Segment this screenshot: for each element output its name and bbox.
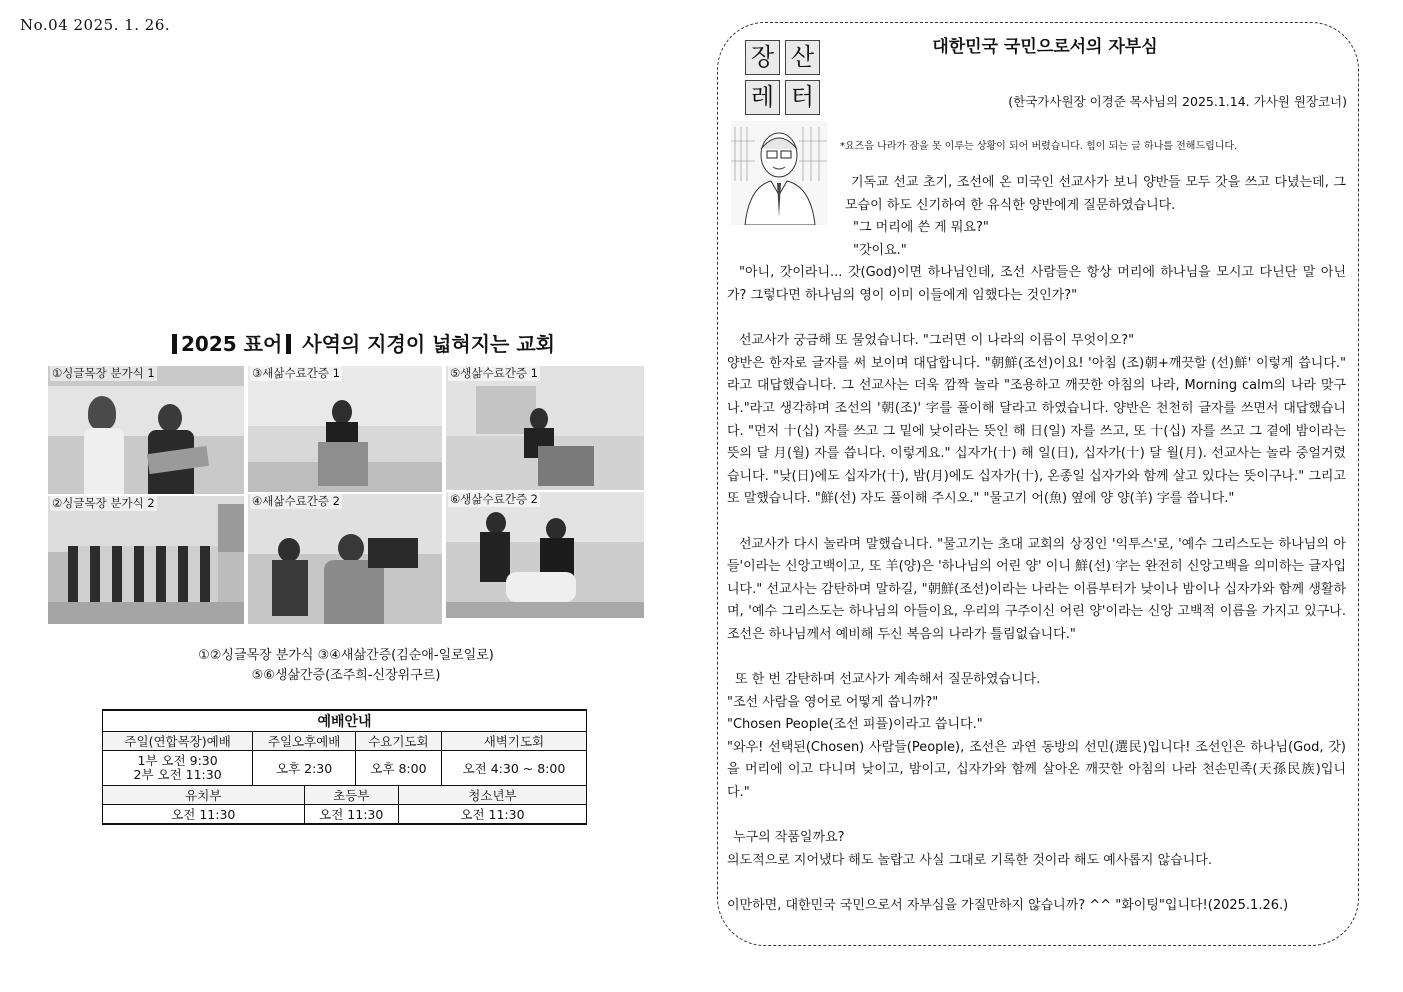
paragraph-4: 선교사가 다시 놀라며 말했습니다. "물고기는 초대 교회의 상징인 '익투스'로, '예수 그리스도는 하나님의 아들'이라는 신앙고백이고, 또 羊(양)은 '하나님의 어린 양' 이니 鮮(선) 字는 완전히 신앙고백을 의미하는 글자입니다." 선교사는 감탄하며 말하길, "朝鮮(조선)이라는 나라는 이름부터가 낮이나 밤이나 십자가와 함께 생활하며, '예수 그리스도는 하나님의 아들이요, 우리의 구주이신 어린 양'이라는 신앙 고백적 이름을 가지고 있구나. 조선은 하나님께서 예비해 두신 복음의 나라가 틀림없습니다." [727, 536, 1346, 642]
photo-caption-label: ④새삶수료간증 2 [252, 494, 340, 508]
logo-char: 터 [785, 80, 820, 115]
paragraph-5c: "Chosen People(조선 피플)이라고 씁니다." [727, 717, 983, 733]
paragraph-5a: 또 한 번 감탄하며 선교사가 계속해서 질문하였습니다. [735, 672, 1041, 688]
quote-hat-question: "그 머리에 쓴 게 뭐요?" [853, 220, 989, 236]
dept-value-youth: 오전 11:30 [398, 805, 586, 825]
paragraph-5d: "와우! 선택된(Chosen) 사람들(People), 조선은 과연 동방의 선민(選民)입니다! 조선인은 하나님(God, 갓)을 머리에 이고 다니며 낮이고, 밤이고, 십자가와 함께 살아온 깨끗한 아침의 나라 천손민족(天孫民族)입니다." [727, 739, 1346, 801]
column-logo [745, 40, 823, 116]
photo-single-group-1 [48, 366, 244, 494]
photo-caption-line-1: ①②싱글목장 분가식 ③④새삶간증(김순애-일로일로) [198, 648, 494, 663]
paragraph-6b: 의도적으로 지어냈다 해도 놀랍고 사실 그대로 기록한 것이라 해도 예사롭지 않습니다. [727, 852, 1212, 868]
worship-header-dawn: 새벽기도회 [441, 732, 586, 751]
letter-source: (한국가사원장 이경준 목사님의 2025.1.14. 가사원 원장코너) [1008, 94, 1347, 109]
worship-value-wednesday: 오후 8:00 [355, 751, 441, 786]
photo-caption-label: ②싱글목장 분가식 2 [52, 496, 155, 510]
dept-header-youth: 청소년부 [398, 786, 586, 805]
logo-char: 산 [785, 40, 820, 75]
photo-caption-label: ⑤생삶수료간증 1 [450, 366, 538, 380]
quote-hat-answer: "갓이요." [853, 242, 907, 258]
paragraph-2: "아니, 갓이라니... 갓(God)이면 하나님인데, 조선 사람들은 항상 머리에 하나님을 모시고 다닌단 말 아닌가? 그렇다면 하나님의 영이 이미 이들에게 임했다는 것인가?" [727, 265, 1346, 303]
worship-value-dawn: 오전 4:30 ~ 8:00 [441, 751, 586, 786]
paragraph-6a: 누구의 작품일까요? [733, 830, 845, 846]
photo-new-life-1 [248, 366, 442, 492]
worship-value-sunday [103, 751, 253, 786]
motto-bar-left [172, 334, 177, 354]
paragraph-5b: "조선 사람을 영어로 어떻게 씁니까?" [727, 694, 939, 710]
photo-new-life-2 [248, 494, 442, 624]
letter-intro: *요즈음 나라가 잠을 못 이루는 상황이 되어 버렸습니다. 힘이 되는 글 하나를 전해드립니다. [840, 141, 1238, 152]
logo-char: 레 [745, 80, 780, 115]
paragraph-1: 기독교 선교 초기, 조선에 온 미국인 선교사가 보니 양반들 모두 갓을 쓰고 다녔는데, 그 모습이 하도 신기하여 한 유식한 양반에게 질문하였습니다. [845, 175, 1346, 213]
motto-text: 사역의 지경이 넓혀지는 교회 [302, 332, 555, 356]
issue-number: No.04 2025. 1. 26. [20, 16, 171, 34]
worship-header-wednesday: 수요기도회 [355, 732, 441, 751]
logo-char: 장 [745, 40, 780, 75]
dept-value-elementary: 오전 11:30 [304, 805, 398, 825]
spacer [727, 646, 1346, 669]
spacer [727, 308, 1346, 331]
motto-bar-right [286, 334, 291, 354]
dept-value-kindergarten: 오전 11:30 [103, 805, 305, 825]
paragraph-3b: 양반은 한자로 글자를 써 보이며 대답합니다. "朝鮮(조선)이요! '아침 (조)朝+깨끗할 (선)鮮' 이렇게 씁니다." 라고 대답했습니다. 그 선교사는 더욱 깜짝 놀라 "조용하고 깨끗한 아침의 나라, Morning calm의 나라 맞구나."라고 생각하며 조선의 '朝(조)' 字를 풀이해 달라고 하였습니다. 양반은 천천히 글자를 쓰면서 대답했습니다. "먼저 十(십) 자를 쓰고 그 밑에 낮이라는 뜻인 해 日(일) 자를 쓰고, 또 十(십) 자를 쓰고 그 곁에 밤이라는 뜻의 달 月(월) 자를 씁니다. 이렇게요." 십자가(十) 해 일(日), 십자가(十) 달 월(月). 선교사는 놀라 중얼거렸습니다. "낮(日)에도 십자가(十), 밤(月)에도 십자가(十), 온종일 십자가와 함께 살고 있다는 뜻이구나." 그리고 또 말했습니다. "鮮(선) 자도 풀이해 주시오." "물고기 어(魚) 옆에 양 양(羊) 字를 씁니다." [727, 355, 1346, 507]
photo-caption-line-2: ⑤⑥생삶간증(조주희-신장위구르) [251, 668, 441, 683]
spacer [727, 872, 1346, 895]
photo-caption-label: ③새삶수료간증 1 [252, 366, 340, 380]
photo-life-1 [446, 366, 644, 490]
worship-value-sunday-afternoon: 오후 2:30 [253, 751, 356, 786]
paragraph-7: 이만하면, 대한민국 국민으로서 자부심을 가질만하지 않습니까? ^^ "화이팅"입니다!(2025.1.26.) [727, 898, 1289, 913]
worship-header-sunday: 주일(연합목장)예배 [103, 732, 253, 751]
photo-caption-label: ⑥생삶수료간증 2 [450, 492, 538, 506]
worship-header-sunday-afternoon: 주일오후예배 [253, 732, 356, 751]
spacer [727, 805, 1346, 828]
sunday-service-1: 1부 오전 9:30 [137, 753, 218, 768]
letter-title: 대한민국 국민으로서의 자부심 [932, 37, 1158, 57]
spacer [727, 511, 1346, 534]
dept-header-kindergarten: 유치부 [103, 786, 305, 805]
motto-heading [168, 328, 555, 357]
photo-grid [48, 366, 644, 624]
dept-header-elementary: 초등부 [304, 786, 398, 805]
sunday-service-2: 2부 오전 11:30 [133, 767, 222, 782]
photo-life-2 [446, 492, 644, 618]
worship-schedule-table [102, 709, 587, 825]
photo-single-group-2 [48, 496, 244, 624]
photo-caption-label: ①싱글목장 분가식 1 [52, 366, 155, 380]
motto-label: 2025 표어 [181, 332, 283, 356]
paragraph-3a: 선교사가 궁금해 또 물었습니다. "그러면 이 나라의 이름이 무엇이오?" [739, 333, 1135, 349]
worship-title: 예배안내 [103, 710, 587, 732]
letter-body [727, 172, 1346, 918]
